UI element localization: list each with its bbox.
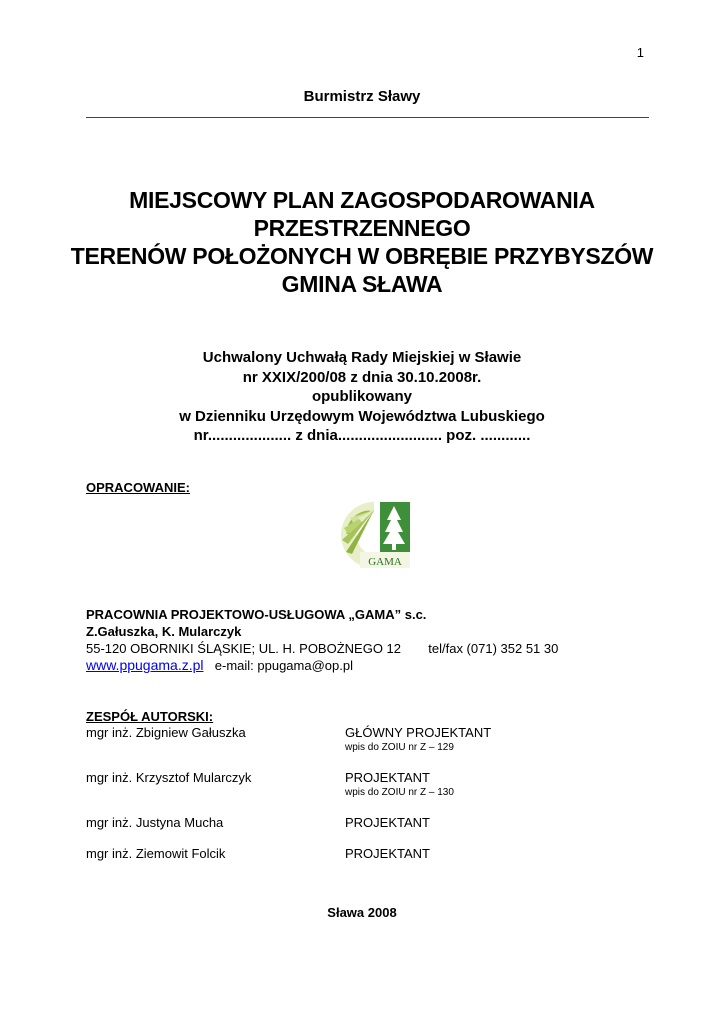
team-label: ZESPÓŁ AUTORSKI: — [86, 709, 214, 724]
org-phone: tel/fax (071) 352 51 30 — [428, 641, 559, 656]
title-line: PRZESTRZENNEGO — [253, 215, 471, 241]
team-member-role: PROJEKTANT — [345, 846, 430, 861]
team-member-role: GŁÓWNY PROJEKTANT — [345, 725, 492, 740]
org-people: Z.Gałuszka, K. Mularczyk — [86, 624, 242, 639]
resolution-line: Uchwalony Uchwałą Rady Miejskiej w Sławie — [202, 349, 522, 366]
org-name: PRACOWNIA PROJEKTOWO-USŁUGOWA „GAMA” s.c. — [86, 607, 427, 622]
org-address: 55-120 OBORNIKI ŚLĄSKIE; UL. H. POBOŻNEGO 12 — [86, 641, 402, 656]
document-header: Burmistrz Sławy — [303, 88, 421, 105]
gama-logo-icon — [330, 498, 418, 572]
resolution-line: nr XXIX/200/08 z dnia 30.10.2008r. — [242, 368, 482, 386]
title-line: GMINA SŁAWA — [281, 271, 443, 297]
header-divider — [86, 117, 649, 118]
team-member-license: wpis do ZOIU nr Z – 129 — [345, 742, 454, 753]
org-email: e-mail: ppugama@op.pl — [214, 658, 353, 673]
team-member-name: mgr inż. Krzysztof Mularczyk — [86, 770, 252, 785]
resolution-line: w Dzienniku Urzędowym Województwa Lubuskiego — [179, 407, 545, 425]
team-member-name: mgr inż. Justyna Mucha — [86, 815, 224, 830]
team-member-role: PROJEKTANT — [345, 815, 430, 830]
org-web-line — [86, 657, 558, 674]
document-footer: Sława 2008 — [327, 905, 397, 920]
gama-logo — [330, 498, 418, 572]
website-link[interactable]: www.ppugama.z.pl — [86, 657, 204, 673]
organization-block — [86, 606, 558, 674]
document-title — [0, 186, 724, 298]
team-member-role: PROJEKTANT — [345, 770, 430, 785]
title-line: MIEJSCOWY PLAN ZAGOSPODAROWANIA — [129, 187, 595, 213]
org-contact-line — [86, 640, 558, 657]
prepared-by-label: OPRACOWANIE: — [86, 480, 190, 495]
title-line: TERENÓW POŁOŻONYCH W OBRĘBIE PRZYBYSZÓW — [70, 243, 654, 269]
team-member-name: mgr inż. Zbigniew Gałuszka — [86, 725, 246, 740]
team-member-license: wpis do ZOIU nr Z – 130 — [345, 787, 454, 798]
svg-text:GAMA: GAMA — [368, 556, 402, 568]
resolution-line: nr.................... z dnia......................... poz. ............ — [193, 427, 531, 444]
resolution-line: opublikowany — [311, 388, 412, 405]
resolution-block — [0, 348, 724, 446]
team-member-name: mgr inż. Ziemowit Folcik — [86, 846, 226, 861]
page-number: 1 — [636, 45, 644, 60]
